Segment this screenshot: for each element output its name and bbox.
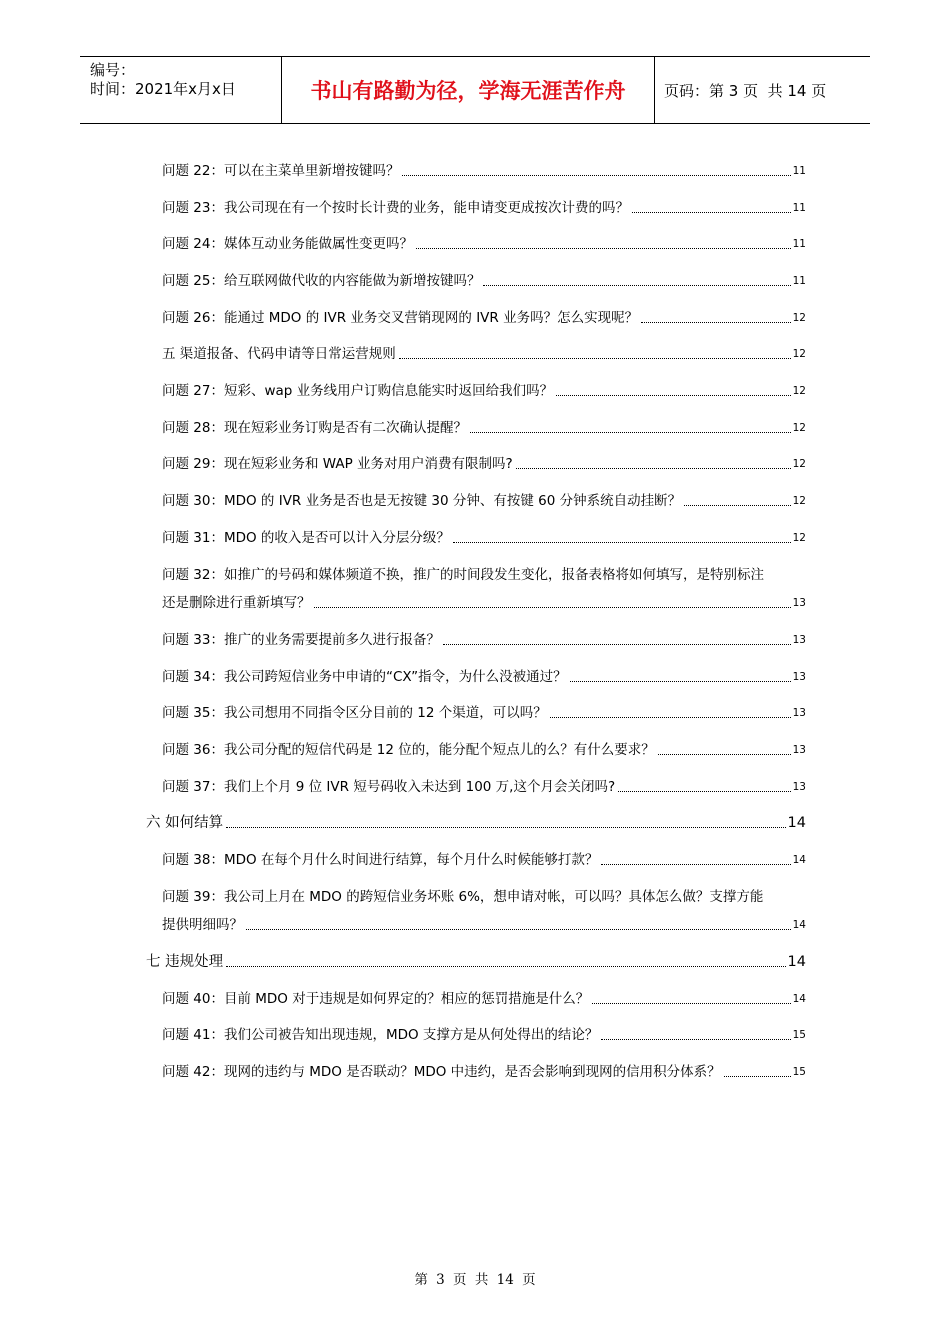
toc-entry-page: 13 — [792, 744, 806, 756]
toc-entry-q35[interactable] — [162, 704, 806, 722]
toc-section-text: 五 渠道报备、代码申请等日常运营规则 — [162, 346, 396, 362]
toc-entry-q33[interactable] — [162, 631, 806, 649]
toc-section-text: 六 如何结算 — [146, 815, 224, 831]
toc-entry-q42[interactable] — [162, 1063, 806, 1081]
toc-entry-q38[interactable] — [162, 851, 806, 869]
toc-entry-page: 13 — [792, 597, 806, 609]
toc-entry-page: 14 — [792, 993, 806, 1005]
toc-leader-dots — [592, 1003, 790, 1004]
toc-leader-dots — [618, 791, 790, 792]
toc-leader-dots — [402, 175, 790, 176]
toc-leader-dots — [724, 1076, 791, 1077]
toc-entry-text: 问题 30：MDO 的 IVR 业务是否也是无按键 30 分钟、有按键 60 分钟系统自动挂断？ — [162, 493, 682, 509]
toc-entry-page: 13 — [792, 671, 806, 683]
toc-entry-q39[interactable] — [162, 916, 806, 934]
toc-section-page: 12 — [792, 348, 806, 360]
toc-leader-dots — [443, 644, 791, 645]
toc-entry-page: 15 — [792, 1029, 806, 1041]
toc-entry-q22[interactable] — [162, 162, 806, 180]
toc-entry-page: 13 — [792, 634, 806, 646]
toc-entry-q41[interactable] — [162, 1026, 806, 1044]
toc-entry-text: 问题 23：我公司现在有一个按时长计费的业务，能申请变更成按次计费的吗？ — [162, 200, 629, 216]
toc-entry-text: 问题 41：我们公司被告知出现违规，MDO 支撑方是从何处得出的结论？ — [162, 1027, 599, 1043]
toc-leader-dots — [246, 929, 791, 930]
toc-entry-page: 12 — [792, 312, 806, 324]
toc-leader-dots — [516, 468, 791, 469]
toc-entry-page: 13 — [792, 781, 806, 793]
header-left — [80, 57, 282, 123]
toc-leader-dots — [601, 864, 790, 865]
toc-leader-dots — [470, 432, 791, 433]
toc-entry-text: 问题 33：推广的业务需要提前多久进行报备？ — [162, 632, 440, 648]
toc-section-page: 14 — [787, 954, 806, 970]
toc-entry-q40[interactable] — [162, 990, 806, 1008]
toc-leader-dots — [226, 827, 785, 828]
toc-leader-dots — [416, 248, 791, 249]
toc-leader-dots — [226, 966, 785, 967]
toc-entry-q23[interactable] — [162, 199, 806, 217]
toc-leader-dots — [550, 717, 791, 718]
toc-entry-page: 12 — [792, 458, 806, 470]
toc-entry-page: 11 — [792, 238, 806, 250]
toc-entry-page: 12 — [792, 422, 806, 434]
toc-leader-dots — [399, 358, 791, 359]
toc-entry-q26[interactable] — [162, 309, 806, 327]
toc-entry-text: 提供明细吗？ — [162, 917, 243, 933]
toc-entry-text: 问题 42：现网的违约与 MDO 是否联动？MDO 中违约，是否会影响到现网的信用积分体系？ — [162, 1064, 721, 1080]
toc-entry-page: 15 — [792, 1066, 806, 1078]
toc-leader-dots — [314, 607, 791, 608]
toc-entry-text: 问题 40：目前 MDO 对于违规是如何界定的？相应的惩罚措施是什么？ — [162, 991, 590, 1007]
toc-entry-text: 问题 34：我公司跨短信业务中申请的“CX”指令，为什么没被通过？ — [162, 669, 567, 685]
header-page-info: 页码：第 3 页 共 14 页 — [664, 81, 827, 100]
toc-entry-text: 问题 35：我公司想用不同指令区分目前的 12 个渠道，可以吗？ — [162, 705, 547, 721]
toc-section-5[interactable] — [162, 345, 806, 363]
toc-leader-dots — [641, 322, 791, 323]
toc-section-text: 七 违规处理 — [146, 954, 224, 970]
toc-entry-text: 问题 36：我公司分配的短信代码是 12 位的，能分配个短点儿的么？有什么要求？ — [162, 742, 655, 758]
toc-entry-page: 14 — [792, 919, 806, 931]
toc-entry-page: 14 — [792, 854, 806, 866]
toc-entry-q30[interactable] — [162, 492, 806, 510]
toc-section-page: 14 — [787, 815, 806, 831]
page-footer: 第 3 页 共 14 页 — [414, 1272, 536, 1288]
toc-entry-q31[interactable] — [162, 529, 806, 547]
toc-entry-q39-line1[interactable]: 问题 39：我公司上月在 MDO 的跨短信业务坏账 6%，想申请对帐，可以吗？具体怎么做？支撑方能 — [162, 889, 764, 905]
toc-entry-q25[interactable] — [162, 272, 806, 290]
toc-entry-q27[interactable] — [162, 382, 806, 400]
toc-section-6[interactable] — [146, 814, 806, 832]
toc-entry-text: 问题 27：短彩、wap 业务线用户订购信息能实时返回给我们吗？ — [162, 383, 554, 399]
toc-entry-page: 11 — [792, 165, 806, 177]
toc-leader-dots — [601, 1039, 790, 1040]
toc-entry-page: 13 — [792, 707, 806, 719]
toc-entry-q37[interactable] — [162, 778, 806, 796]
toc-leader-dots — [632, 212, 791, 213]
toc-entry-page: 12 — [792, 532, 806, 544]
toc-section-7[interactable] — [146, 953, 806, 971]
toc-leader-dots — [483, 285, 790, 286]
toc-entry-page: 11 — [792, 202, 806, 214]
toc-entry-q29[interactable] — [162, 455, 806, 473]
toc-entry-q36[interactable] — [162, 741, 806, 759]
toc-entry-text: 问题 25：给互联网做代收的内容能做为新增按键吗？ — [162, 273, 481, 289]
toc-leader-dots — [570, 681, 791, 682]
toc-entry-text: 问题 38：MDO 在每个月什么时间进行结算，每个月什么时候能够打款？ — [162, 852, 599, 868]
toc-entry-text: 问题 37：我们上个月 9 位 IVR 短号码收入未达到 100 万,这个月会关闭吗? — [162, 779, 616, 795]
toc-entry-q28[interactable] — [162, 419, 806, 437]
toc-entry-text: 问题 24：媒体互动业务能做属性变更吗？ — [162, 236, 413, 252]
document-time-label: 时间：2021年x月x日 — [90, 80, 236, 98]
toc-entry-text: 还是删除进行重新填写？ — [162, 595, 311, 611]
toc-entry-q32[interactable] — [162, 594, 806, 612]
toc-entry-text: 问题 28：现在短彩业务订购是否有二次确认提醒？ — [162, 420, 467, 436]
toc-leader-dots — [684, 505, 790, 506]
document-number-label: 编号： — [90, 61, 136, 79]
toc-entry-page: 12 — [792, 495, 806, 507]
toc-leader-dots — [556, 395, 790, 396]
header-motto: 书山有路勤为径，学海无涯苦作舟 — [282, 57, 655, 123]
toc-entry-text: 问题 31：MDO 的收入是否可以计入分层分级？ — [162, 530, 450, 546]
toc-entry-text: 问题 26：能通过 MDO 的 IVR 业务交叉营销现网的 IVR 业务吗？怎么实现呢？ — [162, 310, 639, 326]
toc-leader-dots — [658, 754, 791, 755]
toc-entry-page: 11 — [792, 275, 806, 287]
toc-entry-q32-line1[interactable]: 问题 32：如推广的号码和媒体频道不换，推广的时间段发生变化，报备表格将如何填写，是特别标注 — [162, 567, 764, 583]
toc-entry-text: 问题 29：现在短彩业务和 WAP 业务对用户消费有限制吗? — [162, 456, 513, 472]
toc-entry-q24[interactable] — [162, 235, 806, 253]
toc-entry-q34[interactable] — [162, 668, 806, 686]
toc-leader-dots — [453, 542, 791, 543]
toc-entry-text: 问题 22：可以在主菜单里新增按键吗？ — [162, 163, 400, 179]
toc-entry-page: 12 — [792, 385, 806, 397]
page-header — [80, 56, 870, 124]
